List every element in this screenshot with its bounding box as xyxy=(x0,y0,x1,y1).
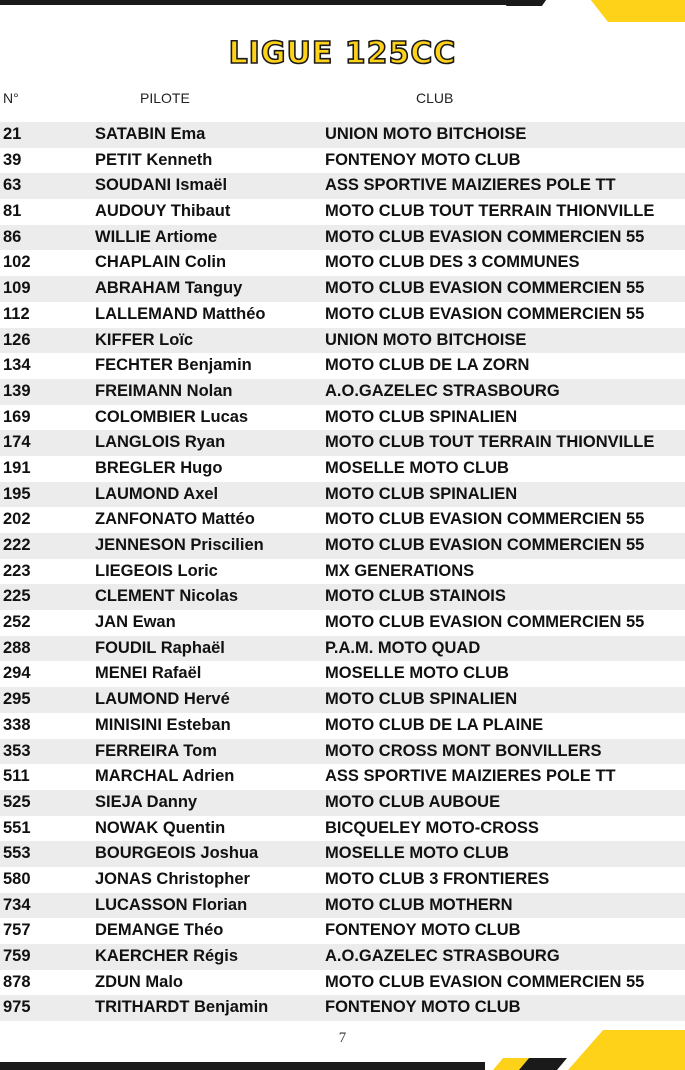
rider-name: SATABIN Ema xyxy=(95,125,206,143)
page-title: LIGUE 125CC xyxy=(228,36,457,71)
rider-number: 112 xyxy=(3,304,30,323)
rider-name: CHAPLAIN Colin xyxy=(95,253,227,272)
rider-number: 134 xyxy=(3,356,31,375)
rider-name: KIFFER Loïc xyxy=(95,330,194,349)
rider-club: FONTENOY MOTO CLUB xyxy=(325,150,521,169)
table-row xyxy=(0,148,685,174)
rider-name: PETIT Kenneth xyxy=(95,150,213,169)
rider-name: FREIMANN Nolan xyxy=(95,381,233,400)
rider-number: 86 xyxy=(3,227,22,246)
rider-club: MOTO CLUB TOUT TERRAIN THIONVILLE xyxy=(325,202,655,221)
table-row xyxy=(0,764,685,790)
table-row xyxy=(0,302,685,328)
rider-club: MOSELLE MOTO CLUB xyxy=(325,664,509,683)
rider-number: 734 xyxy=(3,895,31,914)
top-decor-stripe xyxy=(506,0,546,6)
rider-club: MOTO CLUB SPINALIEN xyxy=(325,407,518,426)
table-row xyxy=(0,713,685,739)
table-row xyxy=(0,456,685,482)
top-decor-yellow xyxy=(578,0,685,22)
rider-name: KAERCHER Régis xyxy=(95,947,239,965)
table-row xyxy=(0,173,685,199)
rider-number: 759 xyxy=(3,947,31,965)
rider-name: SOUDANI Ismaël xyxy=(95,176,228,195)
rider-name: ZDUN Malo xyxy=(95,972,183,991)
rider-number: 39 xyxy=(3,150,22,169)
rider-name: SIEJA Danny xyxy=(95,792,198,811)
table-row xyxy=(0,995,685,1021)
rider-number: 553 xyxy=(3,844,31,863)
rider-club: UNION MOTO BITCHOISE xyxy=(325,330,527,349)
table-row xyxy=(0,430,685,456)
rider-number: 202 xyxy=(3,510,31,529)
rider-name: JAN Ewan xyxy=(95,613,176,632)
rider-number: 252 xyxy=(3,613,31,632)
table-row xyxy=(0,353,685,379)
rider-name: LAUMOND Axel xyxy=(95,484,219,503)
rider-club: MOTO CLUB DE LA ZORN xyxy=(325,356,530,375)
bottom-decor-bar xyxy=(0,1062,485,1070)
rider-name: BOURGEOIS Joshua xyxy=(95,844,259,863)
table-row xyxy=(0,893,685,919)
table-row xyxy=(0,559,685,585)
rider-club: MOSELLE MOTO CLUB xyxy=(325,458,509,477)
rider-club: A.O.GAZELEC STRASBOURG xyxy=(325,947,560,965)
table-row xyxy=(0,379,685,405)
rider-number: 222 xyxy=(3,536,31,554)
rider-number: 338 xyxy=(3,715,31,734)
header-number: N° xyxy=(3,90,19,106)
rider-club: MOTO CLUB EVASION COMMERCIEN 55 xyxy=(325,304,645,323)
table-header xyxy=(0,90,685,110)
rider-number: 525 xyxy=(3,792,31,811)
rider-club: FONTENOY MOTO CLUB xyxy=(325,921,521,940)
rider-club: MOTO CLUB TOUT TERRAIN THIONVILLE xyxy=(325,433,655,452)
rider-club: BICQUELEY MOTO-CROSS xyxy=(325,818,539,837)
rider-number: 191 xyxy=(3,458,31,477)
top-decor-bar xyxy=(0,0,520,5)
table-row xyxy=(0,507,685,533)
rider-name: ZANFONATO Mattéo xyxy=(95,510,255,529)
rider-number: 126 xyxy=(3,330,31,349)
rider-name: JONAS Christopher xyxy=(95,869,250,888)
rider-name: CLEMENT Nicolas xyxy=(95,587,239,606)
rider-club: MOTO CLUB SPINALIEN xyxy=(325,690,518,709)
rider-club: ASS SPORTIVE MAIZIERES POLE TT xyxy=(325,767,616,786)
rider-number: 551 xyxy=(3,818,31,837)
rider-number: 294 xyxy=(3,664,31,683)
header-club: CLUB xyxy=(416,90,454,106)
rider-number: 975 xyxy=(3,998,31,1017)
rider-number: 225 xyxy=(3,587,31,606)
rider-club: MOTO CLUB EVASION COMMERCIEN 55 xyxy=(325,613,645,632)
rider-number: 169 xyxy=(3,407,31,426)
table-row xyxy=(0,610,685,636)
rider-name: FOUDIL Raphaël xyxy=(95,638,225,657)
rider-name: BREGLER Hugo xyxy=(95,458,223,477)
rider-club: MOTO CLUB SPINALIEN xyxy=(325,484,518,503)
rider-name: MARCHAL Adrien xyxy=(95,767,235,786)
rider-name: DEMANGE Théo xyxy=(95,921,224,940)
rider-name: LIEGEOIS Loric xyxy=(95,561,218,580)
rider-club: UNION MOTO BITCHOISE xyxy=(325,125,527,143)
rider-club: A.O.GAZELEC STRASBOURG xyxy=(325,381,560,400)
rider-name: LAUMOND Hervé xyxy=(95,690,230,709)
table-row xyxy=(0,328,685,354)
rider-club: MOTO CLUB STAINOIS xyxy=(325,587,506,606)
table-row xyxy=(0,405,685,431)
table-row xyxy=(0,790,685,816)
rider-number: 511 xyxy=(3,767,30,786)
table-row xyxy=(0,584,685,610)
table-row xyxy=(0,636,685,662)
rider-number: 139 xyxy=(3,381,31,400)
rider-club: MOTO CLUB EVASION COMMERCIEN 55 xyxy=(325,536,645,554)
table-row xyxy=(0,122,685,148)
table-row xyxy=(0,250,685,276)
rider-number: 353 xyxy=(3,741,31,760)
rider-club: MOTO CLUB DES 3 COMMUNES xyxy=(325,253,580,272)
rider-number: 102 xyxy=(3,253,31,272)
rider-club: MOTO CLUB EVASION COMMERCIEN 55 xyxy=(325,279,645,298)
rider-club: MOSELLE MOTO CLUB xyxy=(325,844,509,863)
rider-club: P.A.M. MOTO QUAD xyxy=(325,638,481,657)
rider-name: MINISINI Esteban xyxy=(95,715,231,734)
rider-name: JENNESON Priscilien xyxy=(95,536,264,554)
rider-club: MOTO CLUB EVASION COMMERCIEN 55 xyxy=(325,972,645,991)
rider-club: FONTENOY MOTO CLUB xyxy=(325,998,521,1017)
table-row xyxy=(0,687,685,713)
rider-club: MOTO CLUB 3 FRONTIERES xyxy=(325,869,550,888)
rider-name: ABRAHAM Tanguy xyxy=(95,279,243,298)
rider-name: LALLEMAND Matthéo xyxy=(95,304,266,323)
rider-name: COLOMBIER Lucas xyxy=(95,407,249,426)
rider-number: 288 xyxy=(3,638,31,657)
rider-number: 580 xyxy=(3,869,31,888)
header-pilote: PILOTE xyxy=(140,90,190,106)
table-row xyxy=(0,482,685,508)
table-row xyxy=(0,970,685,996)
rider-name: NOWAK Quentin xyxy=(95,818,226,837)
page-number: 7 xyxy=(338,1030,347,1046)
rider-number: 878 xyxy=(3,972,31,991)
rider-number: 21 xyxy=(3,125,22,143)
rider-club: ASS SPORTIVE MAIZIERES POLE TT xyxy=(325,176,616,195)
rider-number: 63 xyxy=(3,176,22,195)
rider-name: LANGLOIS Ryan xyxy=(95,433,226,452)
table-row xyxy=(0,841,685,867)
rider-name: FECHTER Benjamin xyxy=(95,356,252,375)
rider-number: 223 xyxy=(3,561,31,580)
table-row xyxy=(0,918,685,944)
rider-name: FERREIRA Tom xyxy=(95,741,217,760)
rider-number: 757 xyxy=(3,921,31,940)
rider-number: 195 xyxy=(3,484,31,503)
riders-table xyxy=(0,122,685,1021)
rider-name: TRITHARDT Benjamin xyxy=(95,998,269,1017)
rider-club: MOTO CLUB MOTHERN xyxy=(325,895,513,914)
table-row xyxy=(0,533,685,559)
rider-club: MOTO CLUB EVASION COMMERCIEN 55 xyxy=(325,227,645,246)
rider-number: 109 xyxy=(3,279,31,298)
table-row xyxy=(0,199,685,225)
rider-club: MOTO CLUB EVASION COMMERCIEN 55 xyxy=(325,510,645,529)
bottom-decor-black-stripe xyxy=(519,1058,567,1070)
rider-number: 174 xyxy=(3,433,31,452)
rider-club: MOTO CLUB DE LA PLAINE xyxy=(325,715,544,734)
rider-club: MX GENERATIONS xyxy=(325,561,475,580)
rider-name: AUDOUY Thibaut xyxy=(95,202,231,221)
rider-name: WILLIE Artiome xyxy=(95,227,218,246)
table-row xyxy=(0,276,685,302)
table-row xyxy=(0,944,685,970)
table-row xyxy=(0,225,685,251)
table-row xyxy=(0,661,685,687)
rider-name: MENEI Rafaël xyxy=(95,664,202,683)
table-row xyxy=(0,739,685,765)
rider-name: LUCASSON Florian xyxy=(95,895,248,914)
rider-number: 81 xyxy=(3,202,22,221)
rider-number: 295 xyxy=(3,690,31,709)
rider-club: MOTO CROSS MONT BONVILLERS xyxy=(325,741,602,760)
table-row xyxy=(0,816,685,842)
rider-club: MOTO CLUB AUBOUE xyxy=(325,792,501,811)
table-row xyxy=(0,867,685,893)
